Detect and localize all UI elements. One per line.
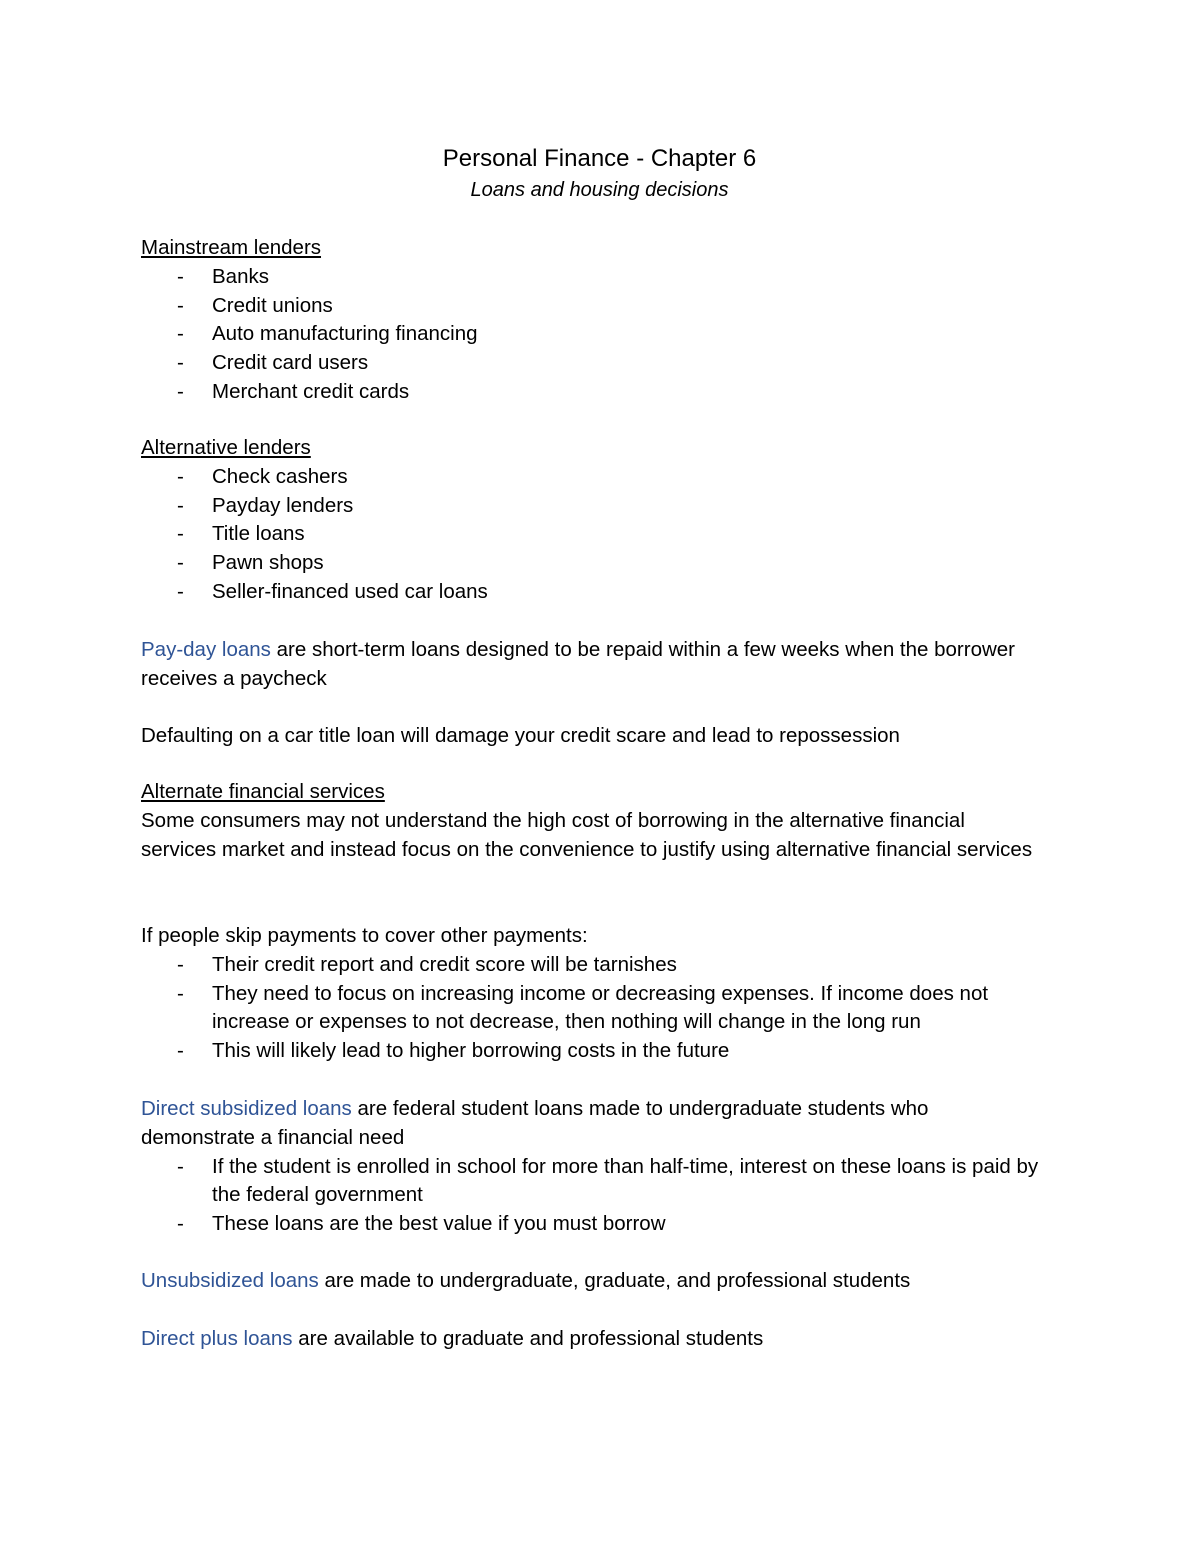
alternative-lenders-section <box>141 434 1041 607</box>
list-item: - These loans are the best value if you must borrow <box>141 1210 1041 1239</box>
skip-intro: If people skip payments to cover other payments: <box>141 924 588 947</box>
term-direct-subsidized-loans: Direct subsidized loans <box>141 1097 352 1120</box>
unsubsidized-paragraph <box>141 1267 1041 1296</box>
afs-paragraph: Some consumers may not understand the high cost of borrowing in the alternative financial services market and instead focus on the convenience to justify using alternative financial services <box>141 808 1033 861</box>
list-item: - Check cashers <box>141 463 1041 492</box>
unsubsidized-definition: are made to undergraduate, graduate, and professional students <box>318 1269 911 1292</box>
skip-payments-list <box>141 951 1041 1066</box>
list-item: - Auto manufacturing financing <box>141 320 1041 349</box>
list-item: - Seller-financed used car loans <box>141 578 1041 607</box>
list-item: - This will likely lead to higher borrowing costs in the future <box>141 1037 1041 1066</box>
subsidized-definition: are federal student loans made to undergraduate students who demonstrate a financial need <box>141 1097 929 1149</box>
page-title: Personal Finance - Chapter 6 <box>442 145 757 172</box>
plus-definition: are available to graduate and professional students <box>292 1327 764 1350</box>
list-item: - Their credit report and credit score will be tarnishes <box>141 951 1041 980</box>
mainstream-lenders-list <box>141 263 1041 407</box>
section-heading: Mainstream lenders <box>141 236 322 259</box>
list-item: - Banks <box>141 263 1041 292</box>
term-unsubsidized-loans: Unsubsidized loans <box>141 1269 319 1292</box>
list-item: - If the student is enrolled in school for more than half-time, interest on these loans is paid by the federal government <box>141 1153 1041 1211</box>
payday-loans-paragraph <box>141 636 1041 694</box>
list-item: - Credit unions <box>141 292 1041 321</box>
defaulting-paragraph <box>141 722 1041 751</box>
mainstream-lenders-section <box>141 234 1041 407</box>
list-item: - They need to focus on increasing income or decreasing expenses. If income does not increase or expenses to not decrease, then nothing will change in the long run <box>141 980 1041 1038</box>
list-item: - Payday lenders <box>141 492 1041 521</box>
direct-plus-paragraph <box>141 1325 1041 1354</box>
subsidized-list <box>141 1153 1041 1239</box>
direct-subsidized-section <box>141 1095 1041 1239</box>
term-payday-loans: Pay-day loans <box>141 638 271 661</box>
list-item: - Pawn shops <box>141 549 1041 578</box>
skip-payments-section <box>141 922 1041 1066</box>
page-subtitle: Loans and housing decisions <box>470 179 729 201</box>
alternate-financial-services-section <box>141 778 1041 864</box>
term-direct-plus-loans: Direct plus loans <box>141 1327 293 1350</box>
title-block <box>141 142 1058 204</box>
payday-definition: are short-term loans designed to be repaid within a few weeks when the borrower receives a paycheck <box>141 638 1016 690</box>
list-item: - Merchant credit cards <box>141 378 1041 407</box>
list-item: - Credit card users <box>141 349 1041 378</box>
defaulting-text: Defaulting on a car title loan will damage your credit scare and lead to repossession <box>141 724 900 747</box>
section-heading: Alternate financial services <box>141 780 385 803</box>
list-item: - Title loans <box>141 520 1041 549</box>
section-heading: Alternative lenders <box>141 436 311 459</box>
alternative-lenders-list <box>141 463 1041 607</box>
